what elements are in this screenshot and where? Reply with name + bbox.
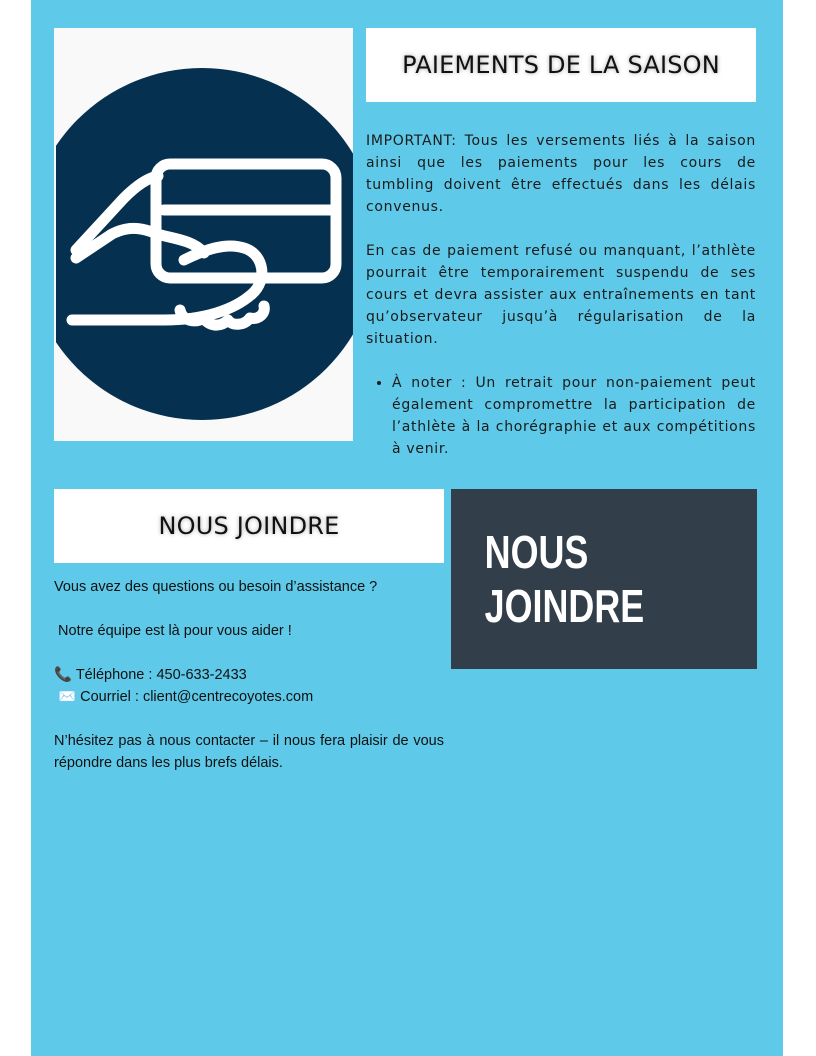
payments-paragraph-important: IMPORTANT: Tous les versements liés à la saison ainsi que les paiements pour les cours de tumbling doivent être effectués dans les délais convenus.	[366, 133, 756, 215]
contact-banner	[451, 489, 757, 669]
contact-closing: N’hésitez pas à nous contacter – il nous fera plaisir de vous répondre dans les plus brefs délais.	[54, 733, 444, 771]
payments-text	[366, 130, 756, 460]
contact-title-box	[54, 489, 444, 563]
contact-phone[interactable]: Téléphone : 450-633-2433	[72, 667, 247, 683]
payments-note-item: • À noter : Un retrait pour non-paiement peut également compromettre la participation de l’athlète à la chorégraphie et aux compétitions à venir.	[392, 372, 756, 460]
credit-card-hand-icon	[54, 28, 353, 441]
contact-banner-text: NOUS JOINDRE	[484, 526, 645, 632]
payments-title-box	[366, 28, 756, 102]
contact-email-line	[54, 686, 444, 708]
contact-email[interactable]: Courriel : client@centrecoyotes.com	[76, 689, 314, 705]
payments-notes-list	[366, 372, 756, 460]
email-icon: ✉️	[58, 689, 77, 705]
contact-text	[54, 576, 444, 774]
payments-title: PAIEMENTS DE LA SAISON	[402, 51, 720, 79]
contact-phone-line	[54, 664, 444, 686]
payments-paragraph-refused: En cas de paiement refusé ou manquant, l’athlète pourrait être temporairement suspendu de ses cours et devra assister aux entraînements en tant qu’observateur jusqu’à régularisation de la situation.	[366, 243, 756, 347]
payment-icon-image	[54, 28, 353, 441]
phone-icon: 📞	[54, 667, 73, 683]
contact-help: Notre équipe est là pour vous aider !	[54, 623, 292, 639]
contact-question: Vous avez des questions ou besoin d’assistance ?	[54, 579, 378, 595]
contact-title: NOUS JOINDRE	[158, 512, 340, 540]
